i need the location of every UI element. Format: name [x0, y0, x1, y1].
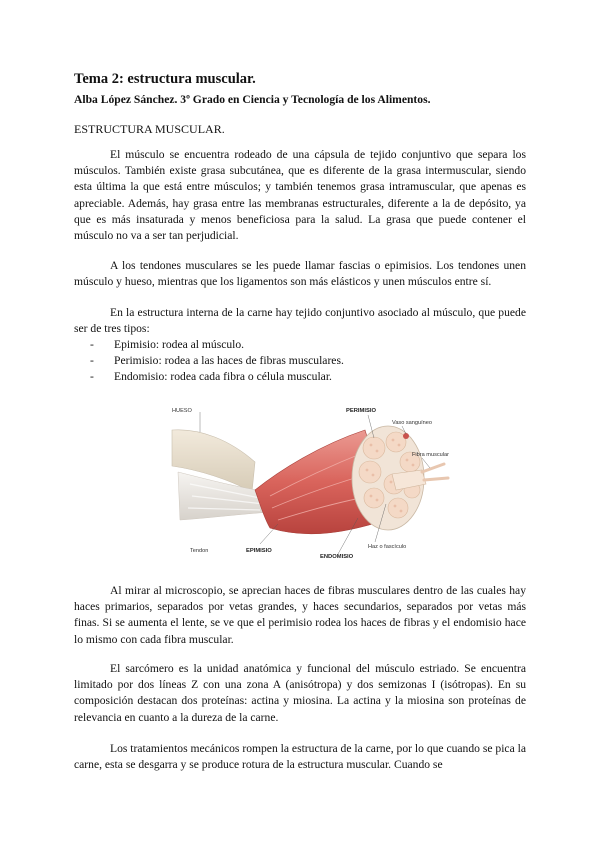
connective-tissue-list: [74, 337, 526, 385]
page-title: Tema 2: estructura muscular.: [74, 71, 256, 87]
label-fibra: Fibra muscular: [412, 452, 449, 458]
author-line: Alba López Sánchez. 3º Grado en Ciencia y Tecnología de los Alimentos.: [74, 93, 431, 106]
muscle-fiber-strand: [422, 464, 448, 480]
paragraph-5: El sarcómero es la unidad anatómica y funcional del músculo estriado. Se encuentra limitado por dos líneas Z con una zona A (anisótropa) y dos semizonas I (isótropas). En su composición destacan dos proteínas: actina y miosina. La actina y la miosina son proteínas de relevancia en cuanto a la dureza de la carne.: [74, 662, 526, 724]
label-haz: Haz o fascículo: [368, 544, 407, 550]
list-item: - Endomisio: rodea cada fibra o célula muscular.: [90, 370, 332, 383]
list-item: - Perimisio: rodea a las haces de fibras musculares.: [90, 354, 344, 367]
label-tendon: Tendon: [190, 548, 209, 554]
label-endomisio: ENDOMISIO: [320, 554, 354, 560]
section-heading: ESTRUCTURA MUSCULAR.: [74, 122, 225, 136]
paragraph-2: A los tendones musculares se les puede llamar fascias o epimisios. Los tendones unen músculo y hueso, mientras que los ligamentos son más elásticos y unen músculos entre sí.: [74, 259, 526, 289]
label-perimisio: PERIMISIO: [346, 408, 376, 414]
label-vaso: Vaso sanguíneo: [392, 420, 433, 426]
label-epimisio: EPIMISIO: [246, 548, 272, 554]
muscle-structure-illustration: [160, 400, 450, 562]
paragraph-4: Al mirar al microscopio, se aprecian haces de fibras musculares dentro de las cuales hay haces primarios, separados por vetas grandes, y haces secundarios, separados por vetas más finas. Si se aumenta el lente, se ve que el perimisio rodea los haces de fibras y el endomisio hace lo mismo con cada fibra muscular.: [74, 584, 526, 646]
list-item: - Epimisio: rodea al músculo.: [90, 338, 245, 351]
paragraph-3: En la estructura interna de la carne hay tejido conjuntivo asociado al músculo, que puede ser de tres tipos:: [74, 306, 526, 336]
paragraph-6: Los tratamientos mecánicos rompen la estructura de la carne, por lo que cuando se pica la carne, esta se desgarra y se produce rotura de la estructura muscular. Cuando se: [74, 742, 526, 772]
label-hueso: HUESO: [172, 408, 192, 414]
paragraph-1: El músculo se encuentra rodeado de una cápsula de tejido conjuntivo que separa los músculos. También existe grasa subcutánea, que es diferente de la grasa intermuscular, siendo esta última la que está entre músculos; y también tenemos grasa intramuscular, que apenas es apreciable. Además, hay grasa entre las membranas estructurales, diferente a la de depósito, ya que es más insaturada y menos beneficiosa para la salud. La grasa que puede contener el músculo no va a ser tan perjudicial.: [74, 148, 526, 243]
